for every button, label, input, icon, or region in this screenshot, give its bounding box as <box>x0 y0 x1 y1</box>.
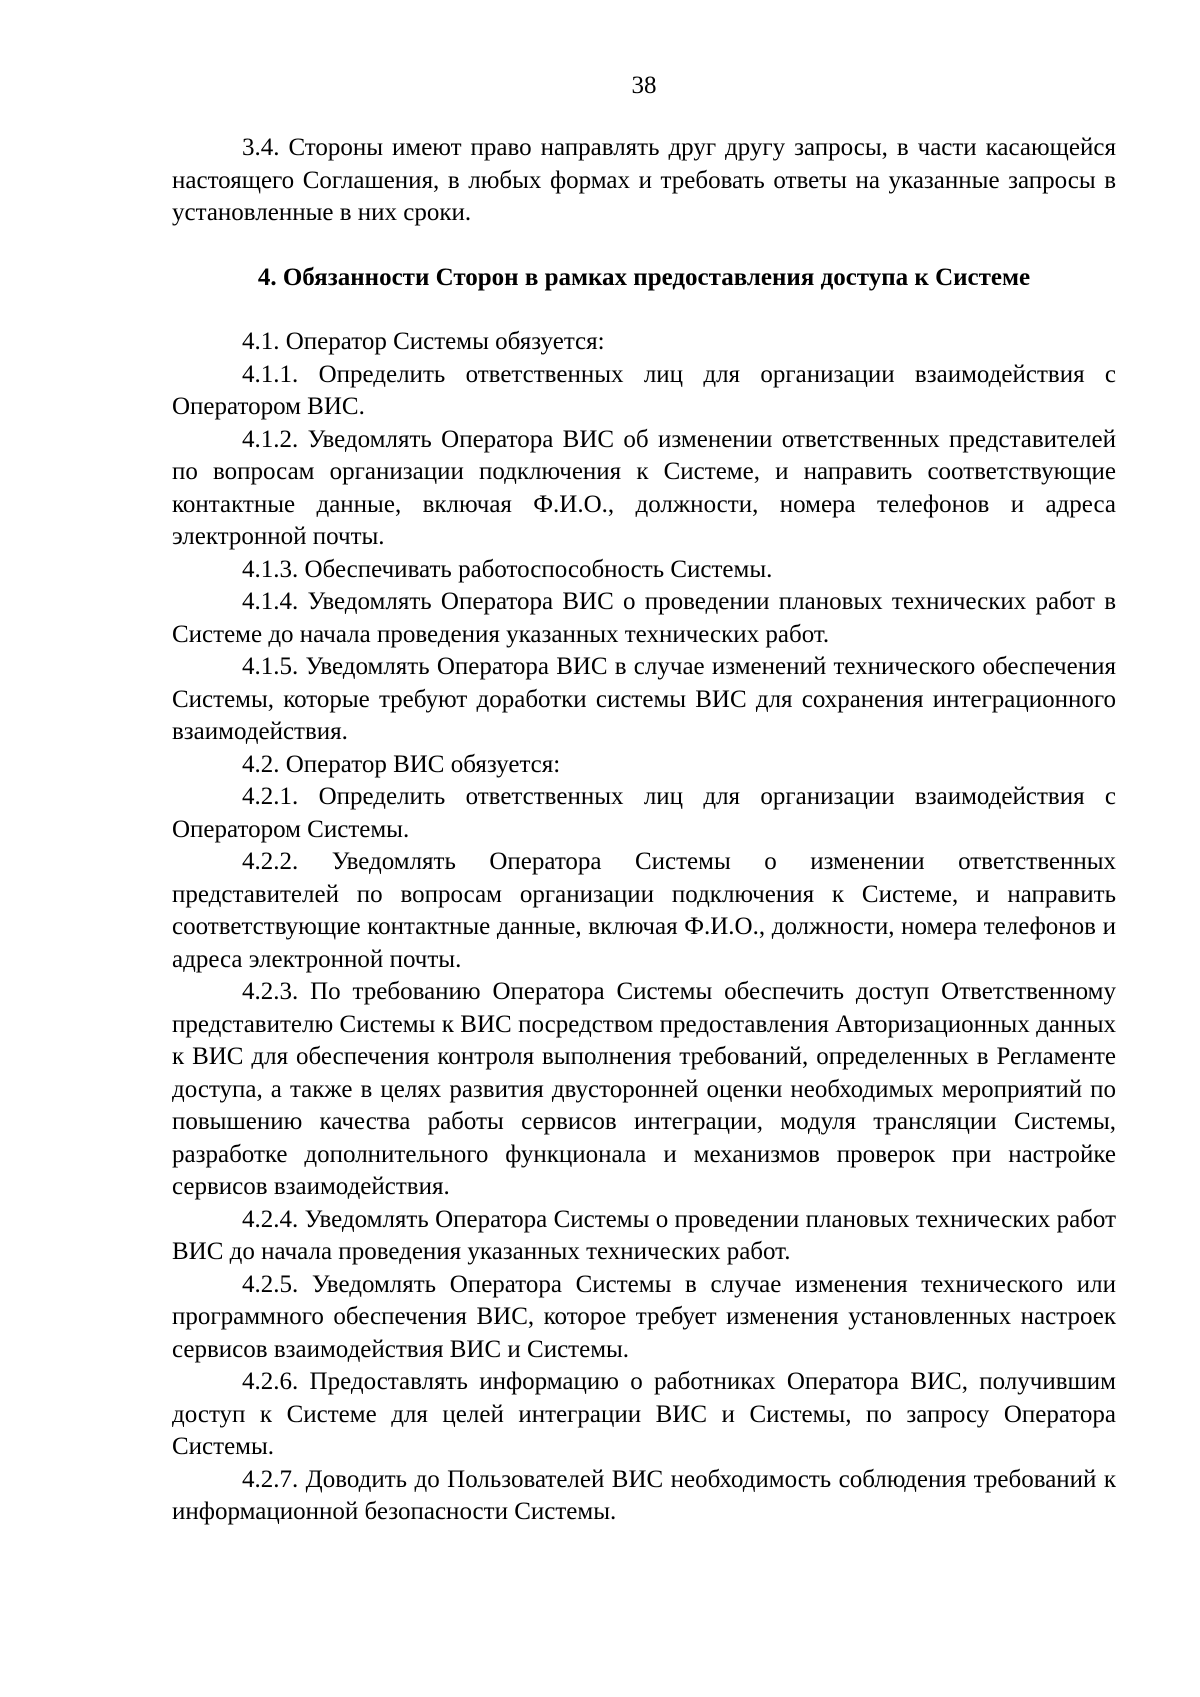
paragraph-4-1-2: 4.1.2. Уведомлять Оператора ВИС об изменении ответственных представителей по вопросам организации подключения к Системе, и направить соответствующие контактные данные, включая Ф.И.О., должности, номера телефонов и адреса электронной почты. <box>172 425 1116 550</box>
paragraph-4-2-3: 4.2.3. По требованию Оператора Системы обеспечить доступ Ответственному представителю Системы к ВИС посредством предоставления Авторизационных данных к ВИС для обеспечения контроля выполнения требований, определенных в Регламенте доступа, а также в целях развития двусторонней оценки необходимых мероприятий по повышению качества работы сервисов интеграции, модуля трансляции Системы, разработке дополнительного функционала и механизмов проверок при настройке сервисов взаимодействия. <box>172 978 1116 1200</box>
document-page <box>172 70 1116 1529</box>
paragraph-4-2-1: 4.2.1. Определить ответственных лиц для организации взаимодействия с Оператором Системы. <box>172 783 1116 843</box>
paragraph-4-1-5: 4.1.5. Уведомлять Оператора ВИС в случае изменений технического обеспечения Системы, которые требуют доработки системы ВИС для сохранения интеграционного взаимодействия. <box>172 653 1116 745</box>
paragraph-4-1-1: 4.1.1. Определить ответственных лиц для организации взаимодействия с Оператором ВИС. <box>172 360 1116 420</box>
paragraph-4-1-3: 4.1.3. Обеспечивать работоспособность Системы. <box>242 555 773 583</box>
paragraph-4-2-7: 4.2.7. Доводить до Пользователей ВИС необходимость соблюдения требований к информационной безопасности Системы. <box>172 1465 1116 1525</box>
paragraph-4-1: 4.1. Оператор Системы обязуется: <box>242 328 605 355</box>
paragraph-4-2-2: 4.2.2. Уведомлять Оператора Системы о изменении ответственных представителей по вопросам организации подключения к Системе, и направить соответствующие контактные данные, включая Ф.И.О., должности, номера телефонов и адреса электронной почты. <box>172 848 1116 973</box>
paragraph-4-2-5: 4.2.5. Уведомлять Оператора Системы в случае изменения технического или программного обеспечения ВИС, которое требует изменения установленных настроек сервисов взаимодействия ВИС и Системы. <box>172 1270 1116 1363</box>
paragraph-4-2-6: 4.2.6. Предоставлять информацию о работниках Оператора ВИС, получившим доступ к Системе для целей интеграции ВИС и Системы, по запросу Оператора Системы. <box>172 1368 1116 1460</box>
section-4-heading: 4. Обязанности Сторон в рамках предоставления доступа к Системе <box>257 263 1031 291</box>
paragraph-4-2-4: 4.2.4. Уведомлять Оператора Системы о проведении плановых технических работ ВИС до начала проведения указанных технических работ. <box>172 1205 1116 1265</box>
paragraph-4-2: 4.2. Оператор ВИС обязуется: <box>242 750 561 778</box>
paragraph-3-4: 3.4. Стороны имеют право направлять друг другу запросы, в части касающейся настоящего Соглашения, в любых формах и требовать ответы на указанные запросы в установленные в них сроки. <box>172 134 1116 226</box>
page-number: 38 <box>631 72 657 99</box>
paragraph-4-1-4: 4.1.4. Уведомлять Оператора ВИС о проведении плановых технических работ в Системе до начала проведения указанных технических работ. <box>172 588 1116 648</box>
